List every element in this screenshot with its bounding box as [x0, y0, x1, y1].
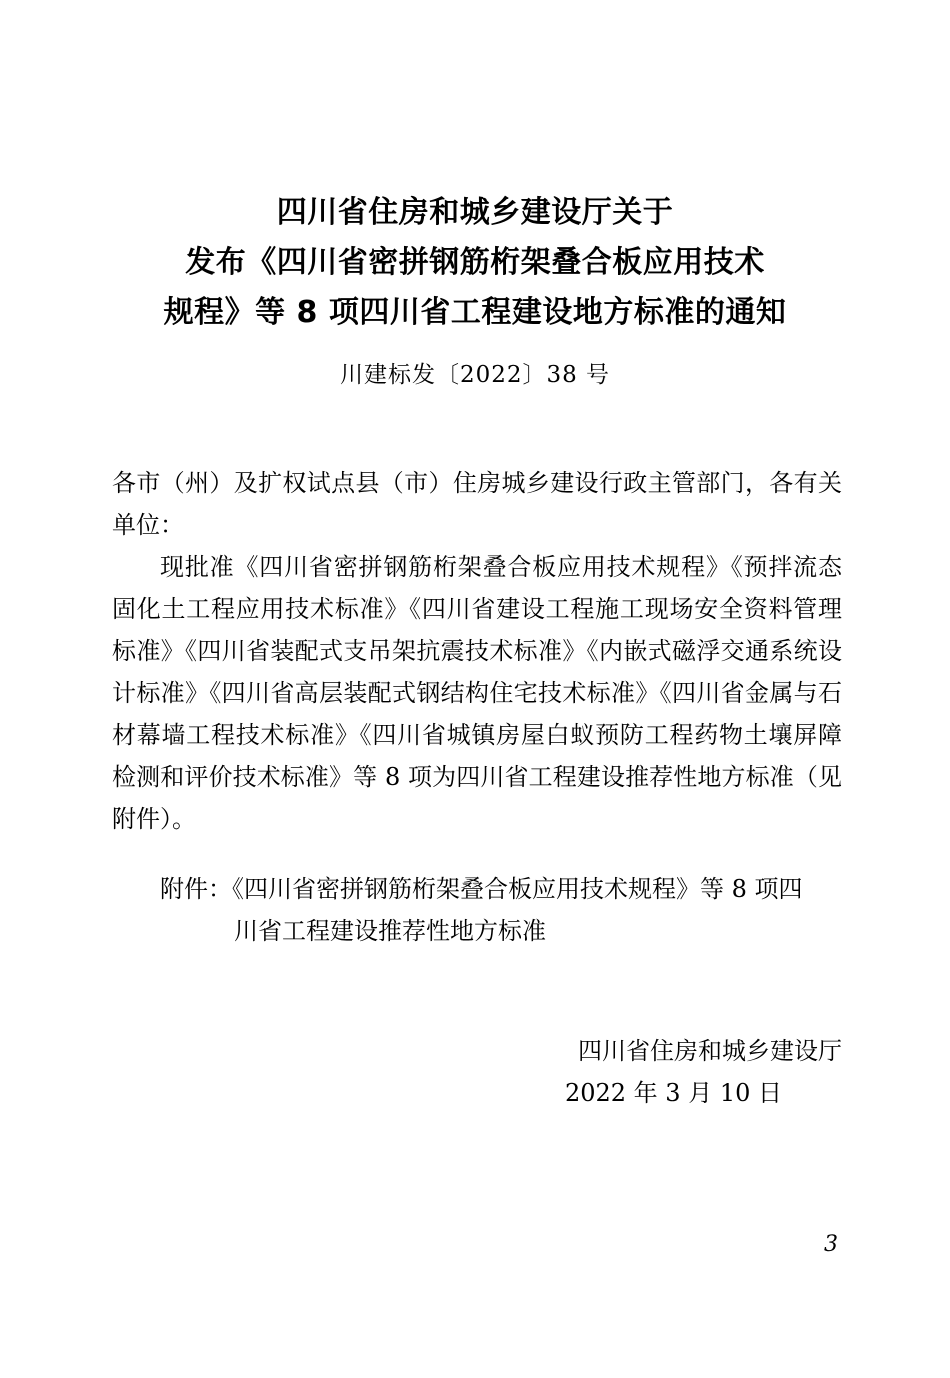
attachment-line-1: 附件：《四川省密拼钢筋桁架叠合板应用技术规程》等 8 项四 — [160, 875, 803, 903]
attachment-block — [112, 868, 842, 952]
signature-date: 2022 年 3 月 10 日 — [564, 1079, 782, 1107]
signature-block — [112, 1030, 870, 1114]
document-number: 川建标发〔2022〕38 号 — [339, 362, 611, 388]
page-title — [112, 188, 838, 338]
title-line-2: 发布《四川省密拼钢筋桁架叠合板应用技术 — [185, 245, 765, 280]
page-number: 3 — [824, 1232, 838, 1257]
salutation: 各市（州）及扩权试点县（市）住房城乡建设行政主管部门，各有关单位： — [112, 469, 842, 539]
title-line-1: 四川省住房和城乡建设厅关于 — [276, 195, 674, 230]
attachment-line-2: 川省工程建设推荐性地方标准 — [234, 917, 546, 945]
body-paragraph: 现批准《四川省密拼钢筋桁架叠合板应用技术规程》《预拌流态固化土工程应用技术标准》《四川省建设工程施工现场安全资料管理标准》《四川省装配式支吊架抗震技术标准》《内嵌式磁浮交通系统设计标准》《四川省高层装配式钢结构住宅技术标准》《四川省金属与石材幕墙工程技术标准》《四川省城镇房屋白蚁预防工程药物土壤屏障检测和评价技术标准》等 8 项为四川省工程建设推荐性地方标准（见附件）。 — [112, 553, 842, 833]
title-line-3: 规程》等 8 项四川省工程建设地方标准的通知 — [163, 295, 787, 330]
signature-organization: 四川省住房和城乡建设厅 — [578, 1037, 842, 1065]
document-body — [112, 462, 842, 840]
